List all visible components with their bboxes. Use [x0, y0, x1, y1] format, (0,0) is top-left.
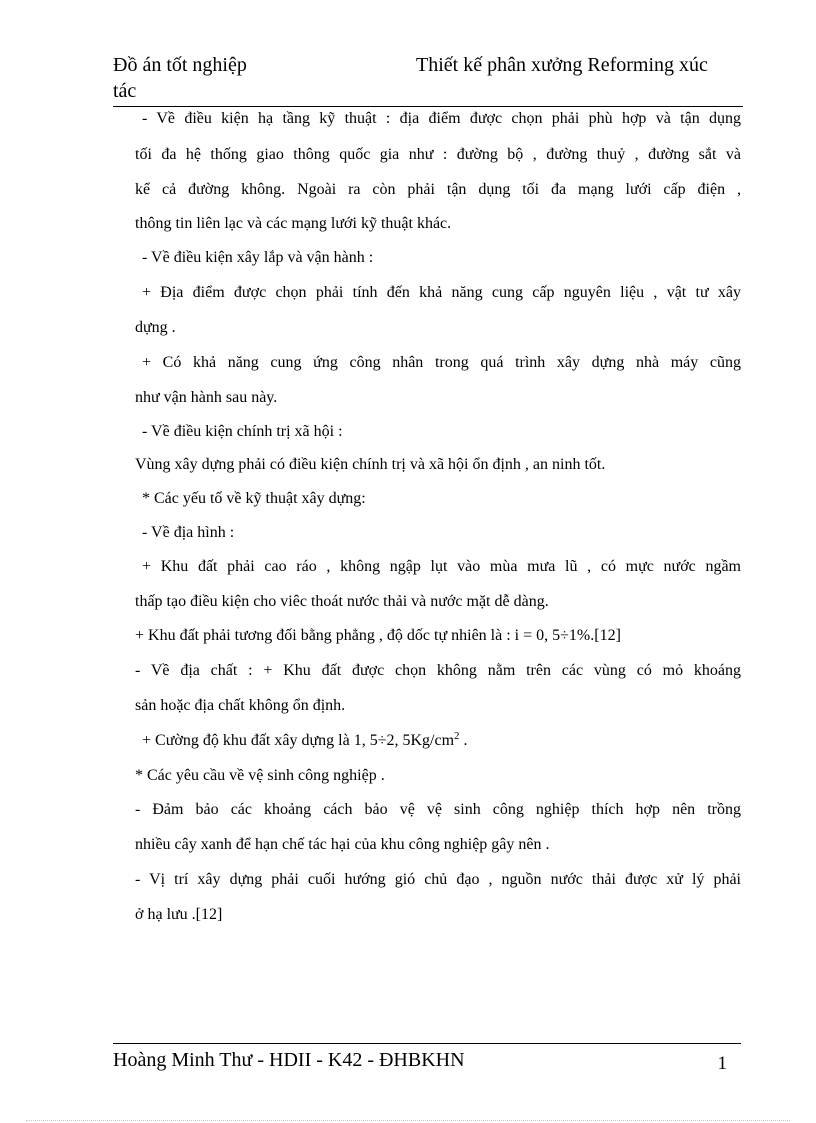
text-line: - Về điều kiện chính trị xã hội :	[142, 423, 343, 440]
text-line: thấp tạo điều kiện cho viêc thoát nước thải và nước mặt dễ dàng.	[135, 593, 549, 610]
text-line: thông tin liên lạc và các mạng lưới kỹ thuật khác.	[135, 215, 452, 232]
text-line: ở hạ lưu .[12]	[135, 906, 223, 923]
text-line: + Có khả năng cung ứng công nhân trong quá trình xây dựng nhà máy cũng	[142, 354, 741, 371]
text-line: - Vị trí xây dựng phải cuối hướng gió chủ đạo , nguồn nước thải được xử lý phải	[135, 871, 741, 888]
text-line: - Về điều kiện hạ tầng kỹ thuật : địa điểm được chọn phải phù hợp và tận dụng	[142, 110, 741, 127]
header-right-title: Thiết kế phân xưởng Reforming xúc	[416, 54, 708, 76]
text-line: Vùng xây dựng phải có điều kiện chính trị và xã hội ổn định , an ninh tốt.	[135, 456, 606, 473]
text-line: + Cường độ khu đất xây dựng là 1, 5÷2, 5Kg/cm	[142, 732, 455, 749]
text-line: + Khu đất phải tương đối bằng phẳng , độ dốc tự nhiên là : i = 0, 5÷1%.[12]	[135, 627, 621, 644]
text-line-with-superscript	[142, 731, 468, 751]
text-suffix: .	[459, 732, 468, 749]
text-line: - Về địa hình :	[142, 524, 235, 541]
text-line: - Về điều kiện xây lắp và vận hành :	[142, 249, 374, 266]
text-line: sản hoặc địa chất không ổn định.	[135, 697, 346, 714]
superscript: 2	[454, 730, 460, 742]
text-line: kể cả đường không. Ngoài ra còn phải tận dụng tối đa mạng lưới cấp điện ,	[135, 181, 741, 198]
text-line: + Địa điểm được chọn phải tính đến khả năng cung cấp nguyên liệu , vật tư xây	[142, 284, 741, 301]
header-left-title: Đồ án tốt nghiệp	[113, 54, 247, 76]
text-line: * Các yếu tố về kỹ thuật xây dựng:	[142, 490, 366, 507]
text-line: * Các yêu cầu về vệ sinh công nghiệp .	[135, 767, 385, 784]
page-number: 1	[717, 1053, 727, 1074]
page-header	[113, 52, 743, 107]
text-line: dựng .	[135, 319, 176, 336]
footer-author: Hoàng Minh Thư - HDII - K42 - ĐHBKHN	[113, 1049, 465, 1071]
page-footer	[113, 1043, 741, 1074]
text-line: - Đảm bảo các khoảng cách bảo vệ vệ sinh công nghiệp thích hợp nên trồng	[135, 801, 741, 818]
text-line: tối đa hệ thống giao thông quốc gia như : đường bộ , đường thuỷ , đường sắt và	[135, 146, 741, 163]
text-line: nhiều cây xanh để hạn chế tác hại của khu công nghiệp gây nên .	[135, 836, 550, 853]
header-right-title-wrap: tác	[113, 80, 137, 102]
page-boundary-divider	[26, 1120, 790, 1121]
text-line: - Về địa chất : + Khu đất được chọn không nằm trên các vùng có mỏ khoáng	[135, 662, 741, 679]
text-line: + Khu đất phải cao ráo , không ngập lụt vào mùa mưa lũ , có mực nước ngầm	[142, 558, 741, 575]
text-line: như vận hành sau này.	[135, 389, 278, 406]
